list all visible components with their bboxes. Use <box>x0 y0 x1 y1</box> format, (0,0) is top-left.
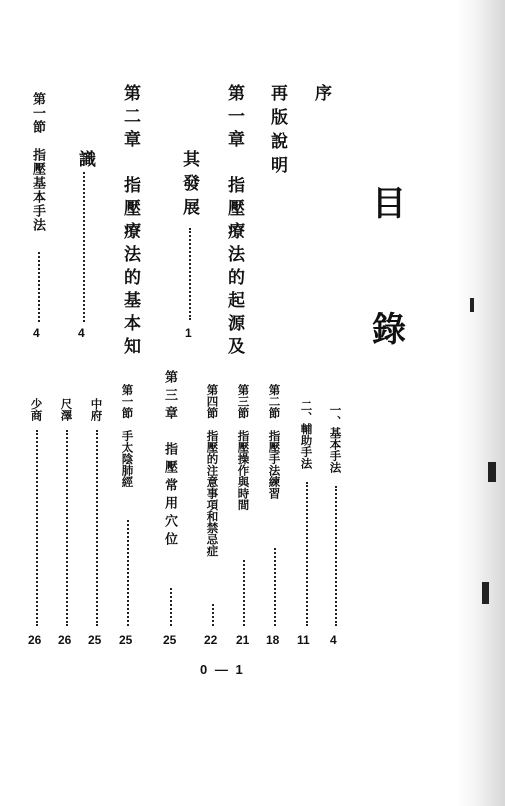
page-number: 25 <box>119 633 133 647</box>
leader-dots <box>36 430 38 626</box>
page-number: 25 <box>88 633 102 647</box>
toc-entry-chize: 尺澤 <box>59 398 74 421</box>
leader-dots <box>335 486 337 626</box>
scan-mark <box>470 298 474 312</box>
toc-title-char-2: 錄 <box>372 310 406 350</box>
page-number: 18 <box>266 633 280 647</box>
toc-entry-preface: 序 <box>311 84 331 108</box>
leader-dots <box>274 548 276 626</box>
toc-entry-chapter-3: 第三章 指壓常用穴位 <box>162 370 177 550</box>
toc-entry-section-2: 第二節 指壓手法練習 <box>267 384 282 499</box>
leader-dots <box>96 430 98 626</box>
page-number: 4 <box>330 633 337 647</box>
toc-entry-section-3: 第三節 指壓操作與時間 <box>236 384 251 511</box>
leader-dots <box>170 588 172 626</box>
page-number: 4 <box>33 326 40 340</box>
toc-entry-lung-meridian: 第一節 手太陰肺經 <box>120 384 135 488</box>
toc-entry-second-edition-note: 再版說明 <box>267 84 287 180</box>
scan-mark <box>488 462 496 482</box>
leader-dots <box>127 520 129 626</box>
page-number: 26 <box>28 633 42 647</box>
leader-dots <box>38 252 40 322</box>
page-number: 22 <box>204 633 218 647</box>
page-folio: 0 — 1 <box>200 662 245 677</box>
toc-entry-chapter-1-cont: 其發展 <box>179 150 199 222</box>
leader-dots <box>212 604 214 626</box>
toc-entry-chapter-2-cont: 識 <box>75 150 95 174</box>
scan-mark <box>482 582 489 604</box>
page-number: 4 <box>78 326 85 340</box>
page-number: 25 <box>163 633 177 647</box>
page-number: 11 <box>297 633 310 647</box>
toc-entry-basic-techniques: 一、基本手法 <box>328 404 343 473</box>
toc-entry-chapter-2: 第二章 指壓療法的基本知 <box>120 84 140 360</box>
page-number: 1 <box>185 326 192 340</box>
toc-entry-zhongfu: 中府 <box>89 398 104 421</box>
leader-dots <box>83 172 85 322</box>
toc-entry-auxiliary-techniques: 二、輔助手法 <box>299 400 314 469</box>
toc-entry-section-1: 第一節 指壓基本手法 <box>30 92 45 232</box>
page-number: 26 <box>58 633 72 647</box>
leader-dots <box>66 430 68 626</box>
page-number: 21 <box>236 633 250 647</box>
toc-title-char-1: 目 <box>372 184 406 224</box>
scan-edge-shadow <box>457 0 505 806</box>
toc-entry-chapter-1: 第一章 指壓療法的起源及 <box>224 84 244 360</box>
leader-dots <box>243 560 245 626</box>
leader-dots <box>189 228 191 320</box>
leader-dots <box>306 482 308 626</box>
toc-entry-shaoshang: 少商 <box>29 398 44 421</box>
toc-entry-section-4: 第四節 指壓的注意事項和禁忌症 <box>205 384 220 557</box>
